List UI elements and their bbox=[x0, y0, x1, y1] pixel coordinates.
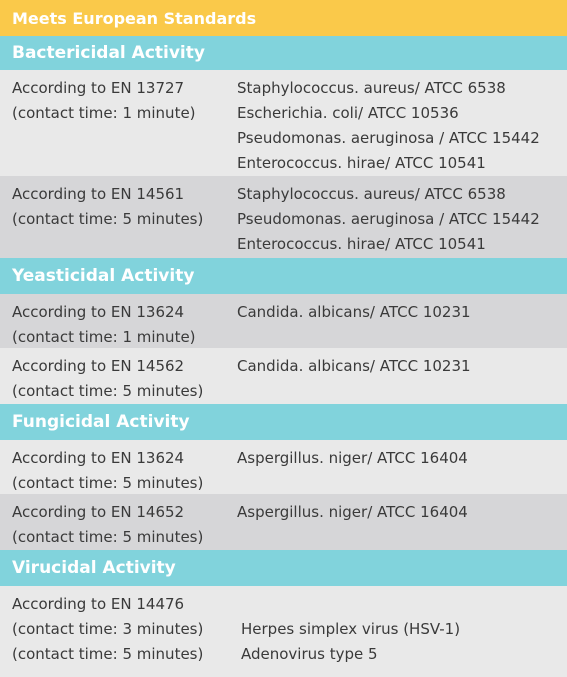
organism-cell: Herpes simplex virus (HSV-1) Adenovirus type 5 bbox=[241, 620, 461, 663]
table-row bbox=[0, 294, 567, 348]
standard-cell: According to EN 14562 (contact time: 5 minutes) bbox=[12, 357, 204, 400]
table-row bbox=[0, 494, 567, 550]
table-title bbox=[0, 0, 567, 36]
standard-cell: According to EN 13624 (contact time: 5 minutes) bbox=[12, 449, 204, 492]
organism-cell: Aspergillus. niger/ ATCC 16404 bbox=[237, 503, 468, 521]
table-title-text: Meets European Standards bbox=[12, 8, 257, 28]
organism-cell: Candida. albicans/ ATCC 10231 bbox=[237, 303, 471, 321]
section-heading-yeasticidal: Yeasticidal Activity bbox=[0, 258, 567, 294]
standard-cell: According to EN 14476 (contact time: 3 minutes) (contact time: 5 minutes) bbox=[12, 595, 204, 663]
standard-cell: According to EN 13727 (contact time: 1 minute) bbox=[12, 79, 196, 122]
standard-cell: According to EN 14652 (contact time: 5 minutes) bbox=[12, 503, 204, 546]
organism-cell: Candida. albicans/ ATCC 10231 bbox=[237, 357, 471, 375]
standard-cell: According to EN 13624 (contact time: 1 minute) bbox=[12, 303, 196, 346]
section-heading-fungicidal: Fungicidal Activity bbox=[0, 404, 567, 440]
organism-cell: Aspergillus. niger/ ATCC 16404 bbox=[237, 449, 468, 467]
section-heading-virucidal: Virucidal Activity bbox=[0, 550, 567, 586]
section-heading-bactericidal: Bactericidal Activity bbox=[0, 36, 567, 70]
organism-cell: Staphylococcus. aureus/ ATCC 6538 Escherichia. coli/ ATCC 10536 Pseudomonas. aeruginosa / ATCC 15442 Enterococcus. hirae/ ATCC 10541 bbox=[237, 79, 540, 172]
table-row bbox=[0, 70, 567, 176]
table-row bbox=[0, 440, 567, 494]
table-row bbox=[0, 348, 567, 404]
table-row bbox=[0, 586, 567, 677]
organism-cell: Staphylococcus. aureus/ ATCC 6538 Pseudomonas. aeruginosa / ATCC 15442 Enterococcus. hirae/ ATCC 10541 bbox=[237, 185, 540, 253]
table-row bbox=[0, 176, 567, 258]
standard-cell: According to EN 14561 (contact time: 5 minutes) bbox=[12, 185, 204, 228]
